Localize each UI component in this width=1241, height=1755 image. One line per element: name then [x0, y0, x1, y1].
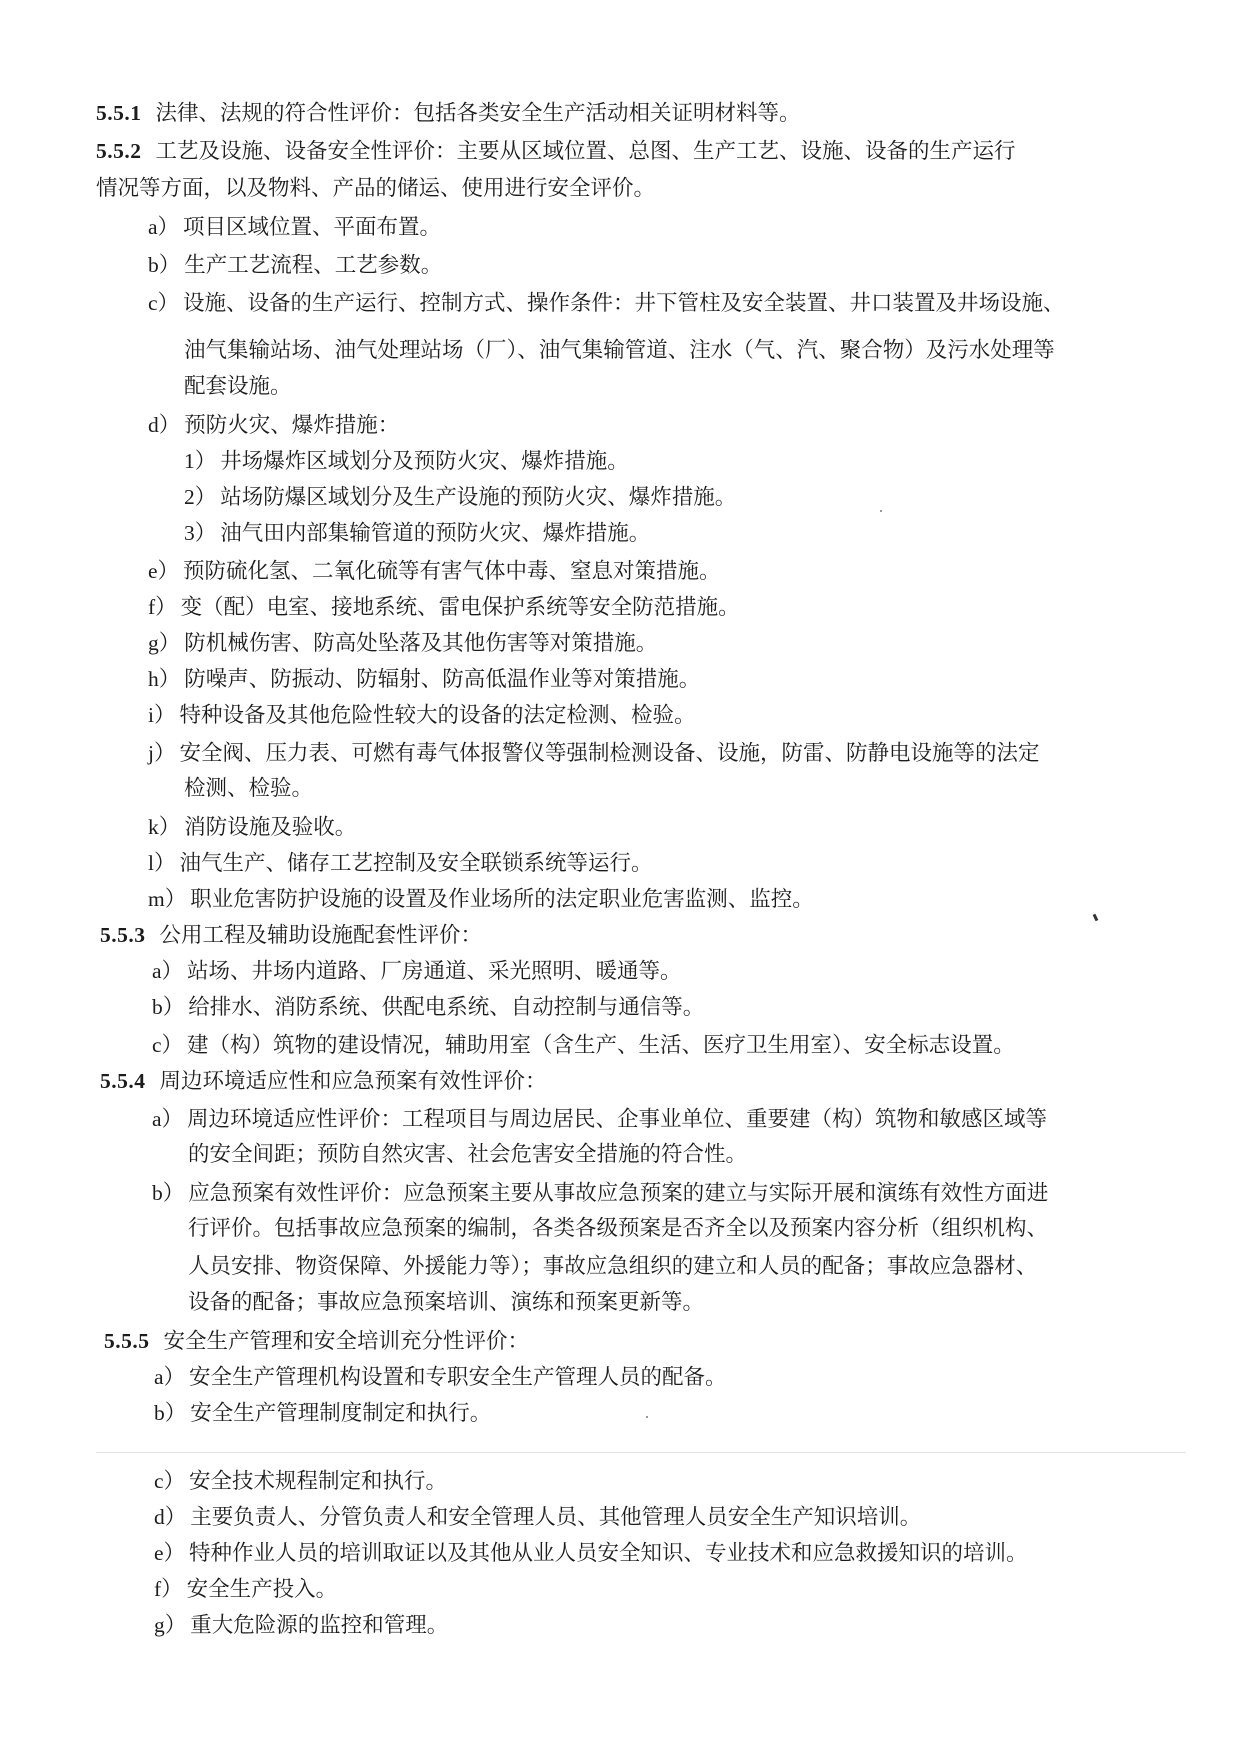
- item-text: 防噪声、防振动、防辐射、防高低温作业等对策措施。: [184, 667, 701, 692]
- list-item: [148, 212, 441, 243]
- item-text: 给排水、消防系统、供配电系统、自动控制与通信等。: [188, 995, 705, 1020]
- item-text: 预防硫化氢、二氧化硫等有害气体中毒、窒息对策措施。: [183, 559, 721, 584]
- clause-number: 5.5.3: [100, 923, 146, 947]
- list-item: [148, 592, 740, 623]
- list-item: [154, 1538, 1028, 1569]
- item-text-continued: 检测、检验。: [184, 776, 314, 801]
- clause-text: 公用工程及辅助设施配套性评价：: [159, 923, 483, 948]
- item-text: 周边环境适应性评价：工程项目与周边居民、企事业单位、重要建（构）筑物和敏感区域等: [187, 1107, 1048, 1132]
- clause-5-5-3: [100, 920, 482, 951]
- list-item: [148, 738, 1040, 769]
- item-text: 防机械伤害、防高处坠落及其他伤害等对策措施。: [184, 631, 658, 656]
- scan-speck: [1093, 914, 1099, 922]
- item-text: 职业危害防护设施的设置及作业场所的法定职业危害监测、监控。: [190, 887, 814, 912]
- item-marker: d）: [154, 1505, 187, 1529]
- item-text-continued: 行评价。包括事故应急预案的编制，各类各级预案是否齐全以及预案内容分析（组织机构、: [188, 1216, 1049, 1241]
- list-item: [148, 628, 657, 659]
- clause-5-5-1: [96, 98, 801, 129]
- scan-speck: [880, 510, 882, 512]
- item-marker: e）: [154, 1541, 186, 1565]
- clause-number: 5.5.2: [96, 139, 142, 163]
- clause-text: 周边环境适应性和应急预案有效性评价：: [159, 1069, 547, 1094]
- list-item: [154, 1502, 921, 1533]
- item-text: 油气田内部集输管道的预防火灾、爆炸措施。: [220, 521, 651, 546]
- item-text: 安全生产投入。: [186, 1577, 338, 1602]
- item-text: 建（构）筑物的建设情况，辅助用室（含生产、生活、医疗卫生用室）、安全标志设置。: [187, 1033, 1015, 1058]
- item-marker: e）: [148, 559, 180, 583]
- item-marker: b）: [152, 995, 185, 1019]
- item-text: 站场、井场内道路、厂房通道、采光照明、暖通等。: [187, 959, 682, 984]
- item-marker: h）: [148, 667, 181, 691]
- clause-5-5-5: [104, 1326, 529, 1357]
- item-text: 主要负责人、分管负责人和安全管理人员、其他管理人员安全生产知识培训。: [190, 1505, 922, 1530]
- item-marker: c）: [152, 1033, 184, 1057]
- sub-list-item: [184, 518, 650, 549]
- clause-5-5-2: [96, 136, 1016, 167]
- list-item: [148, 848, 653, 879]
- list-item: [152, 1104, 1047, 1135]
- item-text: 油气生产、储存工艺控制及安全联锁系统等运行。: [179, 851, 653, 876]
- item-marker: b）: [154, 1401, 187, 1425]
- clause-text: 法律、法规的符合性评价：包括各类安全生产活动相关证明材料等。: [155, 101, 801, 126]
- list-item: [148, 288, 1065, 319]
- clause-number: 5.5.1: [96, 101, 142, 125]
- item-marker: m）: [148, 887, 187, 911]
- scan-speck: [646, 1416, 648, 1418]
- item-marker: g）: [148, 631, 181, 655]
- item-marker: a）: [152, 959, 184, 983]
- item-text-continued: 的安全间距；预防自然灾害、社会危害安全措施的符合性。: [188, 1142, 748, 1167]
- item-marker: 1）: [184, 449, 217, 473]
- item-marker: j）: [148, 741, 176, 765]
- list-item: [148, 556, 721, 587]
- item-text: 特种设备及其他危险性较大的设备的法定检测、检验。: [179, 703, 696, 728]
- item-text: 井场爆炸区域划分及预防火灾、爆炸措施。: [220, 449, 629, 474]
- clause-number: 5.5.4: [100, 1069, 146, 1093]
- item-marker: i）: [148, 703, 176, 727]
- list-item: [154, 1362, 727, 1393]
- item-text: 设施、设备的生产运行、控制方式、操作条件：井下管柱及安全装置、井口装置及井场设施、: [183, 291, 1065, 316]
- sub-list-item: [184, 482, 736, 513]
- item-text: 安全技术规程制定和执行。: [189, 1469, 448, 1494]
- item-text: 应急预案有效性评价：应急预案主要从事故应急预案的建立与实际开展和演练有效性方面进: [188, 1181, 1049, 1206]
- clause-text: 工艺及设施、设备安全性评价：主要从区域位置、总图、生产工艺、设施、设备的生产运行: [155, 139, 1016, 164]
- list-item: [148, 250, 442, 281]
- page-divider: [96, 1452, 1186, 1453]
- clause-number: 5.5.5: [104, 1329, 150, 1353]
- list-item: [154, 1466, 447, 1497]
- list-item: [152, 1030, 1015, 1061]
- item-text: 特种作业人员的培训取证以及其他从业人员安全知识、专业技术和应急救援知识的培训。: [189, 1541, 1028, 1566]
- item-text: 安全阀、压力表、可燃有毒气体报警仪等强制检测设备、设施，防雷、防静电设施等的法定: [179, 741, 1040, 766]
- item-marker: c）: [148, 291, 180, 315]
- list-item: [148, 410, 399, 441]
- item-marker: a）: [154, 1365, 186, 1389]
- sub-list-item: [184, 446, 629, 477]
- item-text-continued: 设备的配备；事故应急预案培训、演练和预案更新等。: [188, 1290, 705, 1315]
- item-text: 安全生产管理机构设置和专职安全生产管理人员的配备。: [189, 1365, 727, 1390]
- item-marker: d）: [148, 413, 181, 437]
- item-text: 项目区域位置、平面布置。: [183, 215, 442, 240]
- item-text: 生产工艺流程、工艺参数。: [184, 253, 443, 278]
- item-text-continued: 人员安排、物资保障、外援能力等）；事故应急组织的建立和人员的配备；事故应急器材、: [188, 1254, 1038, 1279]
- item-marker: c）: [154, 1469, 186, 1493]
- list-item: [148, 700, 696, 731]
- item-text: 预防火灾、爆炸措施：: [184, 413, 400, 438]
- item-text-continued: 配套设施。: [184, 374, 292, 399]
- item-text: 消防设施及验收。: [184, 815, 357, 840]
- item-marker: g）: [154, 1613, 187, 1637]
- item-marker: l）: [148, 851, 176, 875]
- item-text: 重大危险源的监控和管理。: [190, 1613, 449, 1638]
- clause-text-continued: 情况等方面，以及物料、产品的储运、使用进行安全评价。: [96, 176, 656, 201]
- item-marker: f）: [154, 1577, 183, 1601]
- clause-5-5-4: [100, 1066, 547, 1097]
- item-marker: k）: [148, 815, 181, 839]
- list-item: [148, 664, 700, 695]
- list-item: [154, 1610, 448, 1641]
- item-marker: b）: [148, 253, 181, 277]
- item-marker: 3）: [184, 521, 217, 545]
- list-item: [152, 992, 704, 1023]
- list-item: [154, 1574, 337, 1605]
- item-text-continued: 油气集输站场、油气处理站场（厂）、油气集输管道、注水（气、汽、聚合物）及污水处理等: [184, 338, 1055, 363]
- list-item: [148, 812, 356, 843]
- item-marker: a）: [152, 1107, 184, 1131]
- list-item: [152, 956, 682, 987]
- clause-text: 安全生产管理和安全培训充分性评价：: [163, 1329, 530, 1354]
- list-item: [154, 1398, 491, 1429]
- item-marker: b）: [152, 1181, 185, 1205]
- item-marker: f）: [148, 595, 177, 619]
- item-marker: a）: [148, 215, 180, 239]
- list-item: [152, 1178, 1048, 1209]
- item-text: 站场防爆区域划分及生产设施的预防火灾、爆炸措施。: [220, 485, 737, 510]
- item-marker: 2）: [184, 485, 217, 509]
- item-text: 安全生产管理制度制定和执行。: [190, 1401, 492, 1426]
- list-item: [148, 884, 814, 915]
- item-text: 变（配）电室、接地系统、雷电保护系统等安全防范措施。: [180, 595, 740, 620]
